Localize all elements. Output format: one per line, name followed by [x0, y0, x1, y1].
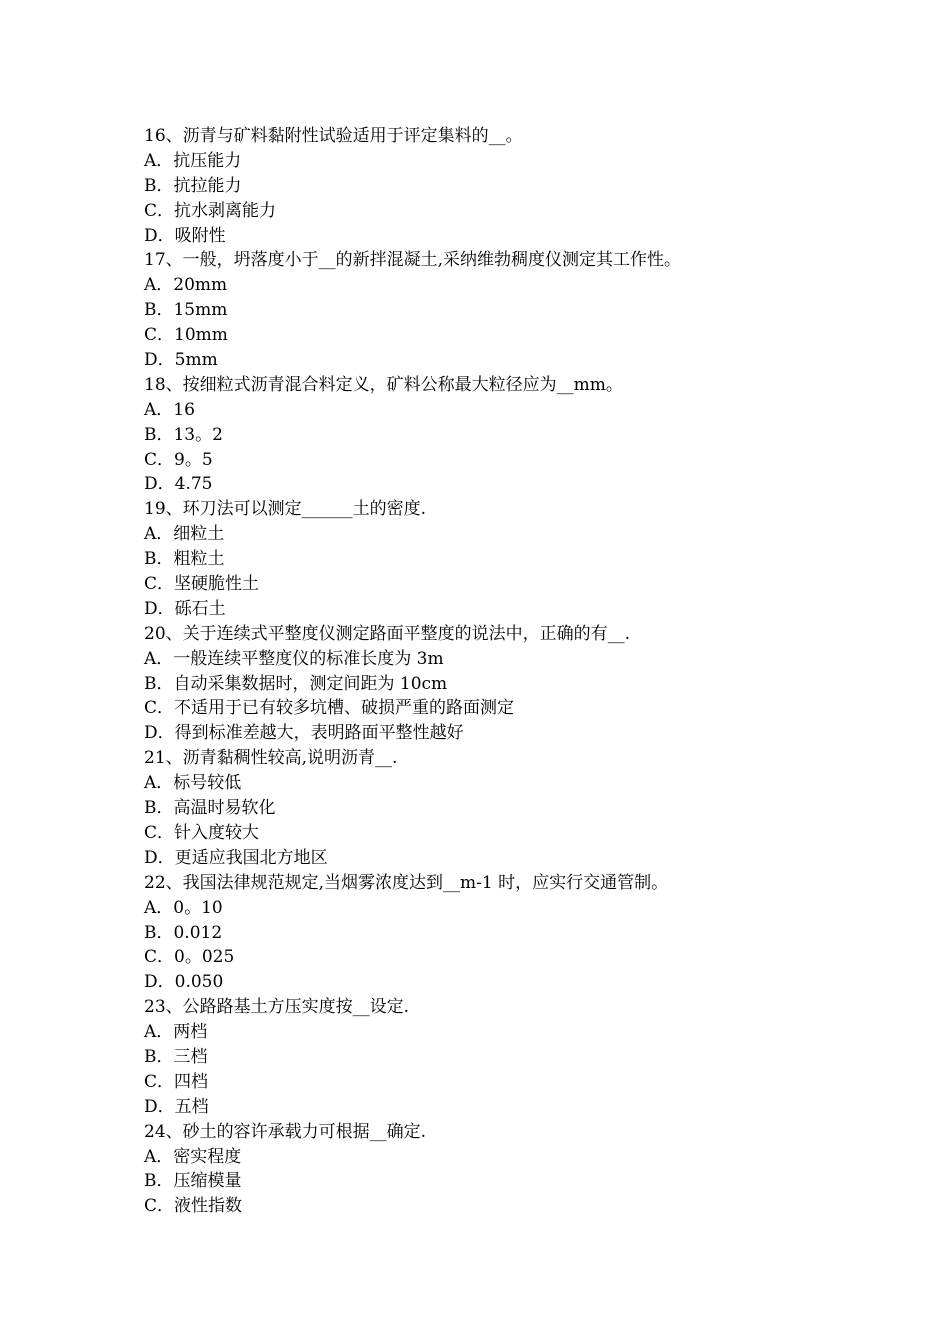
answer-option: D．更适应我国北方地区: [144, 847, 328, 868]
question-stem: 18、按细粒式沥青混合料定义，矿料公称最大粒径应为__mm。: [144, 374, 623, 395]
answer-option: D．砾石土: [144, 598, 226, 619]
answer-option: A．0。10: [144, 897, 223, 918]
answer-option: D．5mm: [144, 350, 218, 371]
answer-option: D．0.050: [144, 972, 224, 993]
answer-option: B．13。2: [144, 424, 223, 445]
answer-option: B．15mm: [144, 300, 228, 321]
answer-option: D．吸附性: [144, 225, 226, 246]
answer-option: A．抗压能力: [144, 150, 242, 171]
answer-option: D．五档: [144, 1096, 209, 1117]
answer-option: A．密实程度: [144, 1146, 242, 1167]
answer-option: B．抗拉能力: [144, 175, 242, 196]
answer-option: C．9。5: [144, 449, 213, 470]
answer-option: C．坚硬脆性土: [144, 574, 260, 595]
answer-option: C．四档: [144, 1071, 209, 1092]
answer-option: B．三档: [144, 1046, 208, 1067]
answer-option: B．自动采集数据时，测定间距为 10cm: [144, 673, 448, 694]
answer-option: C．不适用于已有较多坑槽、破损严重的路面测定: [144, 698, 515, 719]
answer-option: B．粗粒土: [144, 549, 225, 570]
answer-option: C．抗水剥离能力: [144, 200, 277, 221]
question-stem: 19、环刀法可以测定______土的密度.: [144, 499, 427, 520]
answer-option: B．压缩模量: [144, 1171, 242, 1192]
answer-option: D．得到标准差越大，表明路面平整性越好: [144, 723, 464, 744]
question-stem: 21、沥青黏稠性较高,说明沥青__.: [144, 748, 398, 769]
question-list: [144, 124, 864, 1219]
answer-option: C．10mm: [144, 325, 228, 346]
answer-option: B．高温时易软化: [144, 798, 276, 819]
answer-option: D．4.75: [144, 474, 213, 495]
answer-option: C．液性指数: [144, 1196, 243, 1217]
question-stem: 24、砂土的容许承载力可根据__确定.: [144, 1121, 427, 1142]
question-stem: 16、沥青与矿料黏附性试验适用于评定集料的__。: [144, 126, 523, 146]
answer-option: A．两档: [144, 1022, 208, 1043]
answer-option: A．一般连续平整度仪的标准长度为 3m: [144, 648, 444, 669]
answer-option: A．20mm: [144, 275, 228, 296]
answer-option: A．标号较低: [144, 773, 242, 794]
question-stem: 20、关于连续式平整度仪测定路面平整度的说法中，正确的有__.: [144, 623, 631, 644]
answer-option: C．0。025: [144, 947, 235, 968]
answer-option: B．0.012: [144, 922, 223, 943]
answer-option: C．针入度较大: [144, 822, 260, 843]
question-stem: 17、一般，坍落度小于__的新拌混凝土,采纳维勃稠度仪测定其工作性。: [144, 250, 682, 271]
answer-option: A．16: [144, 399, 195, 420]
question-stem: 23、公路路基土方压实度按__设定.: [144, 997, 410, 1018]
answer-option: A．细粒土: [144, 524, 225, 545]
question-stem: 22、我国法律规范规定,当烟雾浓度达到__m-1 时，应实行交通管制。: [144, 872, 669, 893]
